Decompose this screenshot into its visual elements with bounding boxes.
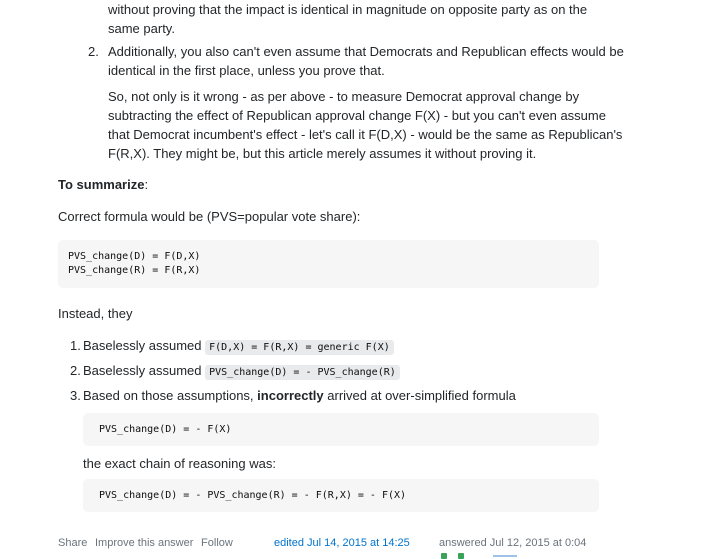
bold-text: incorrectly xyxy=(257,388,324,403)
text-line: Additionally, you also can't even assume that Democrats and Republican effects would be xyxy=(108,44,624,59)
code-line: PVS_change(D) = F(D,X) xyxy=(68,251,201,262)
list-item-number: 1. xyxy=(70,338,81,353)
code-text: PVS_change(D) = - PVS_change(R) = - F(R,X) = - F(X) xyxy=(99,490,407,501)
instead-text: Instead, they xyxy=(58,306,133,321)
text-line: that Democrat incumbent's effect - let's call it F(D,X) - would be the same as Republican's xyxy=(108,127,623,142)
code-block-simplified-formula xyxy=(83,413,599,446)
edited-link[interactable]: edited Jul 14, 2015 at 14:25 xyxy=(274,537,410,549)
inline-code: F(D,X) = F(R,X) = generic F(X) xyxy=(205,340,394,355)
improve-answer-link[interactable]: Improve this answer xyxy=(94,537,194,549)
code-line: PVS_change(R) = F(R,X) xyxy=(68,265,201,276)
text-line: identical in the first place, unless you prove that. xyxy=(108,63,385,78)
list-item xyxy=(83,361,400,382)
correct-formula-text: Correct formula would be (PVS=popular vote share): xyxy=(58,209,361,224)
list-item-number: 2. xyxy=(70,363,81,378)
chain-text: the exact chain of reasoning was: xyxy=(83,456,276,471)
user-avatar-badge xyxy=(458,553,464,559)
code-text: PVS_change(D) = - F(X) xyxy=(99,424,232,435)
post-menu xyxy=(58,534,233,549)
user-link[interactable] xyxy=(493,555,517,557)
text-line: So, not only is it wrong - as per above - to measure Democrat approval change by xyxy=(108,89,580,104)
list-item xyxy=(83,386,516,405)
text-line: F(R,X). They might be, but this article merely assumes it without proving it. xyxy=(108,146,537,161)
list-item-text xyxy=(108,42,624,80)
summary-heading-colon: : xyxy=(144,177,149,192)
text-line: without proving that the impact is identical in magnitude on opposite party as on the xyxy=(108,2,588,17)
list-item-paragraph xyxy=(108,87,622,163)
previous-item-continuation xyxy=(108,0,587,38)
code-block-correct-formula xyxy=(58,240,599,288)
share-link[interactable]: Share xyxy=(58,537,88,549)
inline-code: PVS_change(D) = - PVS_change(R) xyxy=(205,365,400,380)
list-item-text: Baselessly assumed xyxy=(83,363,202,378)
text-line: subtracting the effect of Republican approval change F(X) - but you can't even assume xyxy=(108,108,606,123)
answered-timestamp: answered Jul 12, 2015 at 0:04 xyxy=(439,537,587,549)
summary-heading-bold: To summarize xyxy=(58,177,145,192)
list-item xyxy=(83,336,394,357)
list-item-text: Baselessly assumed xyxy=(83,338,202,353)
list-item-text: arrived at over-simplified formula xyxy=(323,388,516,403)
follow-link[interactable]: Follow xyxy=(201,537,233,549)
text-line: same party. xyxy=(108,21,175,36)
code-block-chain xyxy=(83,479,599,512)
user-avatar[interactable] xyxy=(441,553,447,559)
list-item-number: 3. xyxy=(70,388,81,403)
code-text xyxy=(68,250,200,278)
list-item-text: Based on those assumptions, xyxy=(83,388,258,403)
list-item-number: 2. xyxy=(88,44,99,59)
summary-heading xyxy=(58,175,148,194)
